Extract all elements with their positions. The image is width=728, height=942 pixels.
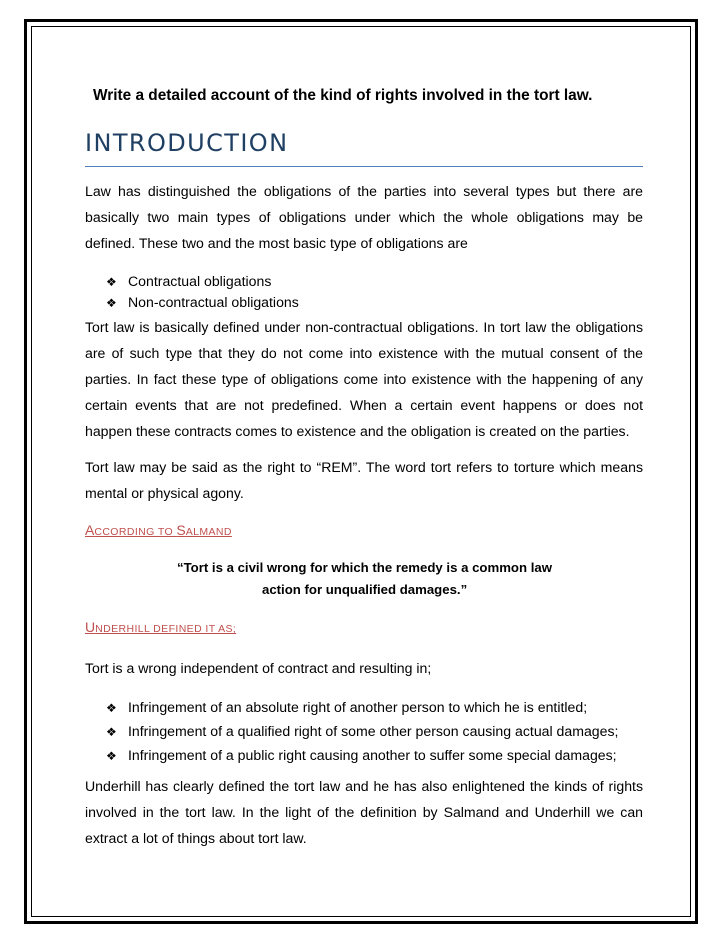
paragraph-tort-definition: Tort is a wrong independent of contract and resulting in; [85, 660, 432, 676]
infringement-list [106, 696, 618, 768]
list-item: ❖ Non-contractual obligations [106, 292, 299, 313]
diamond-bullet-icon: ❖ [106, 749, 117, 763]
heading-according-to-salmand: ACCORDING TO SALMAND [85, 522, 232, 538]
paragraph-underhill-summary: Underhill has clearly defined the tort law and he has also enlightened the kinds of rights involved in the tort law. In the light of the definition by Salmand and Underhill we can extract a lot of things about tort law. [85, 778, 643, 846]
list-item: ❖ Infringement of an absolute right of another person to which he is entitled; [106, 696, 618, 720]
heading-underhill: UNDERHILL DEFINED IT AS; [85, 619, 237, 635]
diamond-bullet-icon: ❖ [106, 701, 117, 715]
list-item: ❖ Infringement of a qualified right of some other person causing actual damages; [106, 720, 618, 744]
list-item: ❖ Contractual obligations [106, 271, 299, 292]
quote-line-1: “Tort is a civil wrong for which the remedy is a common law [177, 560, 552, 575]
page-title: Write a detailed account of the kind of rights involved in the tort law. [93, 87, 593, 104]
diamond-bullet-icon: ❖ [106, 725, 117, 739]
section-heading-introduction: INTRODUCTION [85, 129, 289, 157]
heading-underline [85, 166, 643, 167]
paragraph-obligations: Law has distinguished the obligations of the parties into several types but there are basically two main types of obligations under which the whole obligations may be defined. These two and the most basic type of obligations are [85, 183, 643, 251]
diamond-bullet-icon: ❖ [106, 296, 117, 310]
paragraph-rem: Tort law may be said as the right to “REM”. The word tort refers to torture which means mental or physical agony. [85, 459, 643, 501]
quote-line-2: action for unqualified damages.” [262, 582, 468, 597]
diamond-bullet-icon: ❖ [106, 275, 117, 289]
paragraph-tort-law: Tort law is basically defined under non-contractual obligations. In tort law the obligations are of such type that they do not come into existence with the mutual consent of the parties. In fact these type of obligations come into existence with the happening of any certain events that are not predefined. When a certain event happens or does not happen these contracts comes to existence and the obligation is created on the parties. [85, 319, 643, 439]
obligation-types-list [106, 271, 299, 313]
list-item: ❖ Infringement of a public right causing another to suffer some special damages; [106, 744, 618, 768]
